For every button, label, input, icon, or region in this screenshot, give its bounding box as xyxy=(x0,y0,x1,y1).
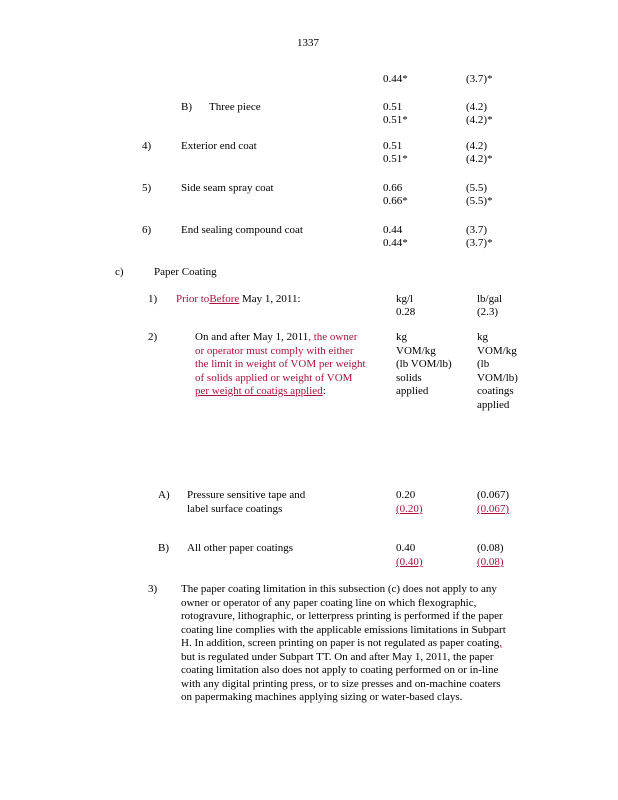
section-c-label: c) xyxy=(115,266,124,278)
item-3-line: with any digital printing press, or to size presses and on-machine coaters xyxy=(181,677,501,690)
top-english-value: (3.7)* xyxy=(466,73,493,85)
item-3-number: 3) xyxy=(148,583,158,595)
subitem-a-english-1: (0.067) xyxy=(477,489,510,501)
item-3-line: coating limitation also does not apply to coating performed on or in-line xyxy=(181,664,499,676)
row-5-english-1: (5.5) xyxy=(466,182,488,194)
inserted-text: Before xyxy=(209,293,240,305)
row-4-text: Exterior end coat xyxy=(181,140,257,152)
row-b-metric-1: 0.51 xyxy=(383,101,403,113)
subitem-b-text: All other paper coatings xyxy=(187,542,293,554)
row-4-english-2: (4.2)* xyxy=(466,153,493,165)
row-b-english-2: (4.2)* xyxy=(466,114,493,126)
subitem-b-english-1: (0.08) xyxy=(477,542,504,554)
item-1-number: 1) xyxy=(148,293,158,305)
item-2-line: of solids applied or weight of VOM xyxy=(195,371,353,384)
row-6-number: 6) xyxy=(142,224,152,236)
row-6-english-1: (3.7) xyxy=(466,224,488,236)
item-1-text xyxy=(176,293,301,307)
item-1-metric-value: 0.28 xyxy=(396,306,416,318)
row-b-label: B) xyxy=(181,101,192,113)
row-b-english-1: (4.2) xyxy=(466,101,488,113)
row-5-english-2: (5.5)* xyxy=(466,195,493,207)
item-3-line: on papermaking machines applying sizing or water-based clays. xyxy=(181,691,463,703)
item-3-paragraph xyxy=(181,583,506,705)
item-3-line: coating line complies with the applicable emissions limitations in Subpart xyxy=(181,623,506,636)
subitem-a-metric-1: 0.20 xyxy=(396,489,416,501)
item-3-line: but is regulated under Subpart TT. On and after May 1, 2011, the paper xyxy=(181,650,494,663)
subitem-b-english-2: (0.08) xyxy=(477,556,504,568)
item-1-metric-unit: kg/l xyxy=(396,293,414,305)
subitem-a-text: Pressure sensitive tape and label surface coatings xyxy=(187,489,306,515)
row-5-metric-1: 0.66 xyxy=(383,182,403,194)
page-number: 1337 xyxy=(297,37,319,49)
row-5-metric-2: 0.66* xyxy=(383,195,408,207)
row-6-metric-1: 0.44 xyxy=(383,224,403,236)
subitem-b-metric-2: (0.40) xyxy=(396,556,423,568)
section-c-title: Paper Coating xyxy=(154,266,217,278)
subitem-b-label: B) xyxy=(158,542,169,554)
row-6-metric-2: 0.44* xyxy=(383,237,408,249)
item-3-line: owner or operator of any paper coating line on which flexographic, xyxy=(181,596,477,609)
row-4-number: 4) xyxy=(142,140,152,152)
item-2-line: the limit in weight of VOM per weight xyxy=(195,358,366,370)
subitem-a-label: A) xyxy=(158,489,170,501)
item-1-date: May 1, 2011: xyxy=(239,293,301,305)
item-1-english-unit: lb/gal xyxy=(477,293,503,305)
deleted-text: Prior to xyxy=(176,293,210,305)
row-4-metric-1: 0.51 xyxy=(383,140,403,152)
item-3-line: The paper coating limitation in this subsection (c) does not apply to any xyxy=(181,583,497,595)
item-2-metric-header: kg VOM/kg (lb VOM/lb) solids applied xyxy=(396,331,452,397)
item-2-line: per weight of coatigs applied: xyxy=(195,385,326,397)
row-5-text: Side seam spray coat xyxy=(181,182,274,194)
row-4-metric-2: 0.51* xyxy=(383,153,408,165)
item-2-line: or operator must comply with either xyxy=(195,344,354,357)
subitem-a-english-2: (0.067) xyxy=(477,503,510,515)
row-b-metric-2: 0.51* xyxy=(383,114,408,126)
row-6-text: End sealing compound coat xyxy=(181,224,303,236)
item-2-text xyxy=(195,331,366,399)
item-3-line: rotogravure, lithographic, or letterpress printing is performed if the paper xyxy=(181,610,503,622)
row-6-english-2: (3.7)* xyxy=(466,237,493,249)
item-1-english-value: (2.3) xyxy=(477,306,499,318)
subitem-b-metric-1: 0.40 xyxy=(396,542,416,554)
top-metric-value: 0.44* xyxy=(383,73,408,85)
item-2-line: On and after May 1, 2011, the owner xyxy=(195,331,358,343)
subitem-a-metric-2: (0.20) xyxy=(396,503,423,515)
row-4-english-1: (4.2) xyxy=(466,140,488,152)
row-b-text: Three piece xyxy=(209,101,261,113)
row-5-number: 5) xyxy=(142,182,152,194)
item-2-english-header: kg VOM/kg (lb VOM/lb) coatings applied xyxy=(477,331,518,411)
item-2-number: 2) xyxy=(148,331,158,343)
item-3-line: H. In addition, screen printing on paper is not regulated as paper coating, xyxy=(181,637,503,649)
